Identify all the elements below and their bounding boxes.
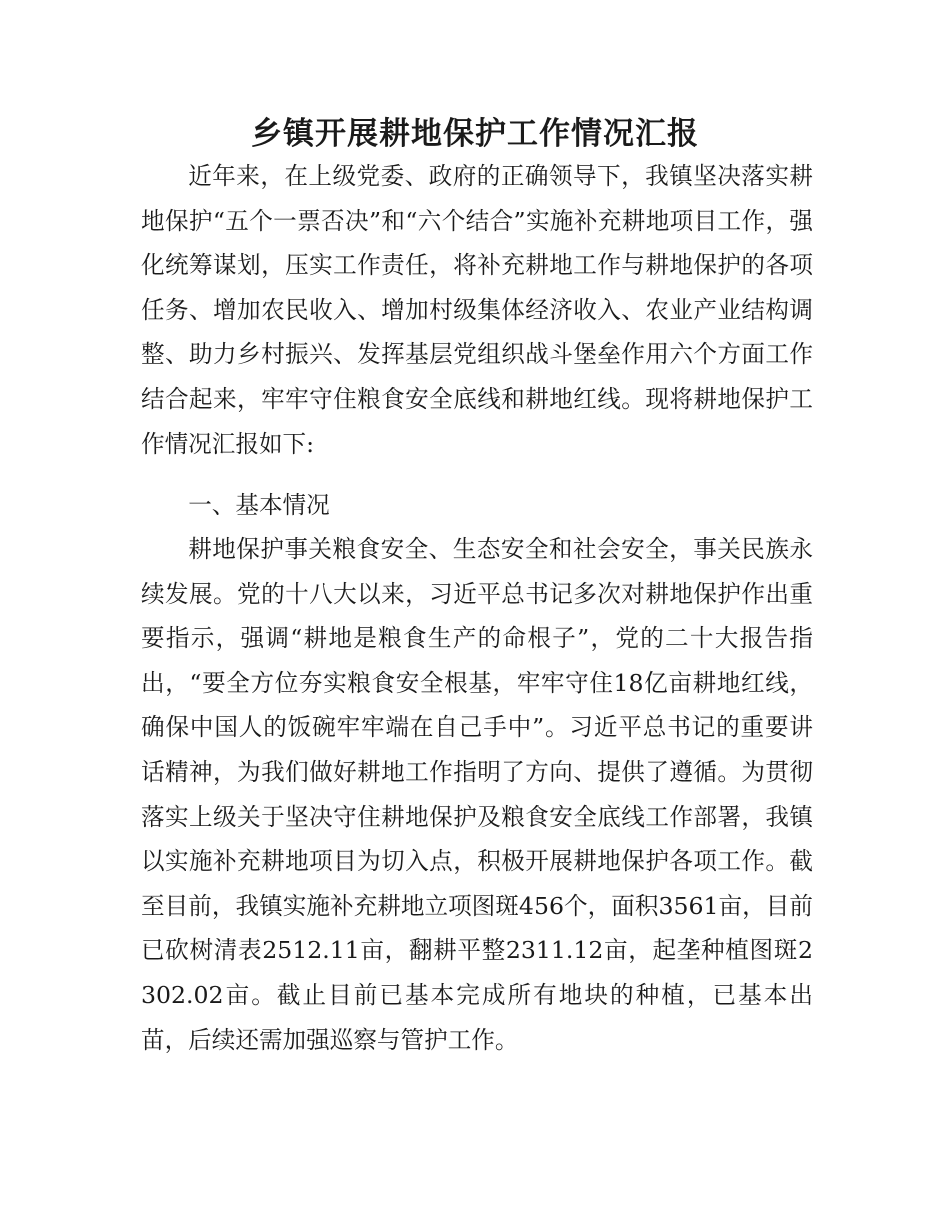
document-title: 乡镇开展耕地保护工作情况汇报 [251, 116, 699, 152]
basic-situation-paragraph: 耕地保护事关粮食安全、生态安全和社会安全，事关民族永续发展。党的十八大以来，习近平总书记多次对耕地保护作出重要指示，强调“耕地是粮食生产的命根子”，党的二十大报告指出，“要全方位夯实粮食安全根基，牢牢守住18亿亩耕地红线，确保中国人的饭碗牢牢端在自己手中”。习近平总书记的重要讲话精神，为我们做好耕地工作指明了方向、提供了遵循。为贯彻落实上级关于坚决守住耕地保护及粮食安全底线工作部署，我镇以实施补充耕地项目为切入点，积极开展耕地保护各项工作。截至目前，我镇实施补充耕地立项图斑456个，面积3561亩，目前已砍树清表2512.11亩，翻耕平整2311.12亩，起垄种植图斑2302.02亩。截止目前已基本完成所有地块的种植，已基本出苗，后续还需加强巡察与管护工作。 [141, 535, 813, 1054]
intro-paragraph: 近年来，在上级党委、政府的正确领导下，我镇坚决落实耕地保护“五个一票否决”和“六个结合”实施补充耕地项目工作，强化统筹谋划，压实工作责任，将补充耕地工作与耕地保护的各项任务、增加农民收入、增加村级集体经济收入、农业产业结构调整、助力乡村振兴、发挥基层党组织战斗堡垒作用六个方面工作结合起来，牢牢守住粮食安全底线和耕地红线。现将耕地保护工作情况汇报如下: [141, 162, 813, 458]
section-heading-basic-situation: 一、基本情况 [188, 491, 330, 519]
